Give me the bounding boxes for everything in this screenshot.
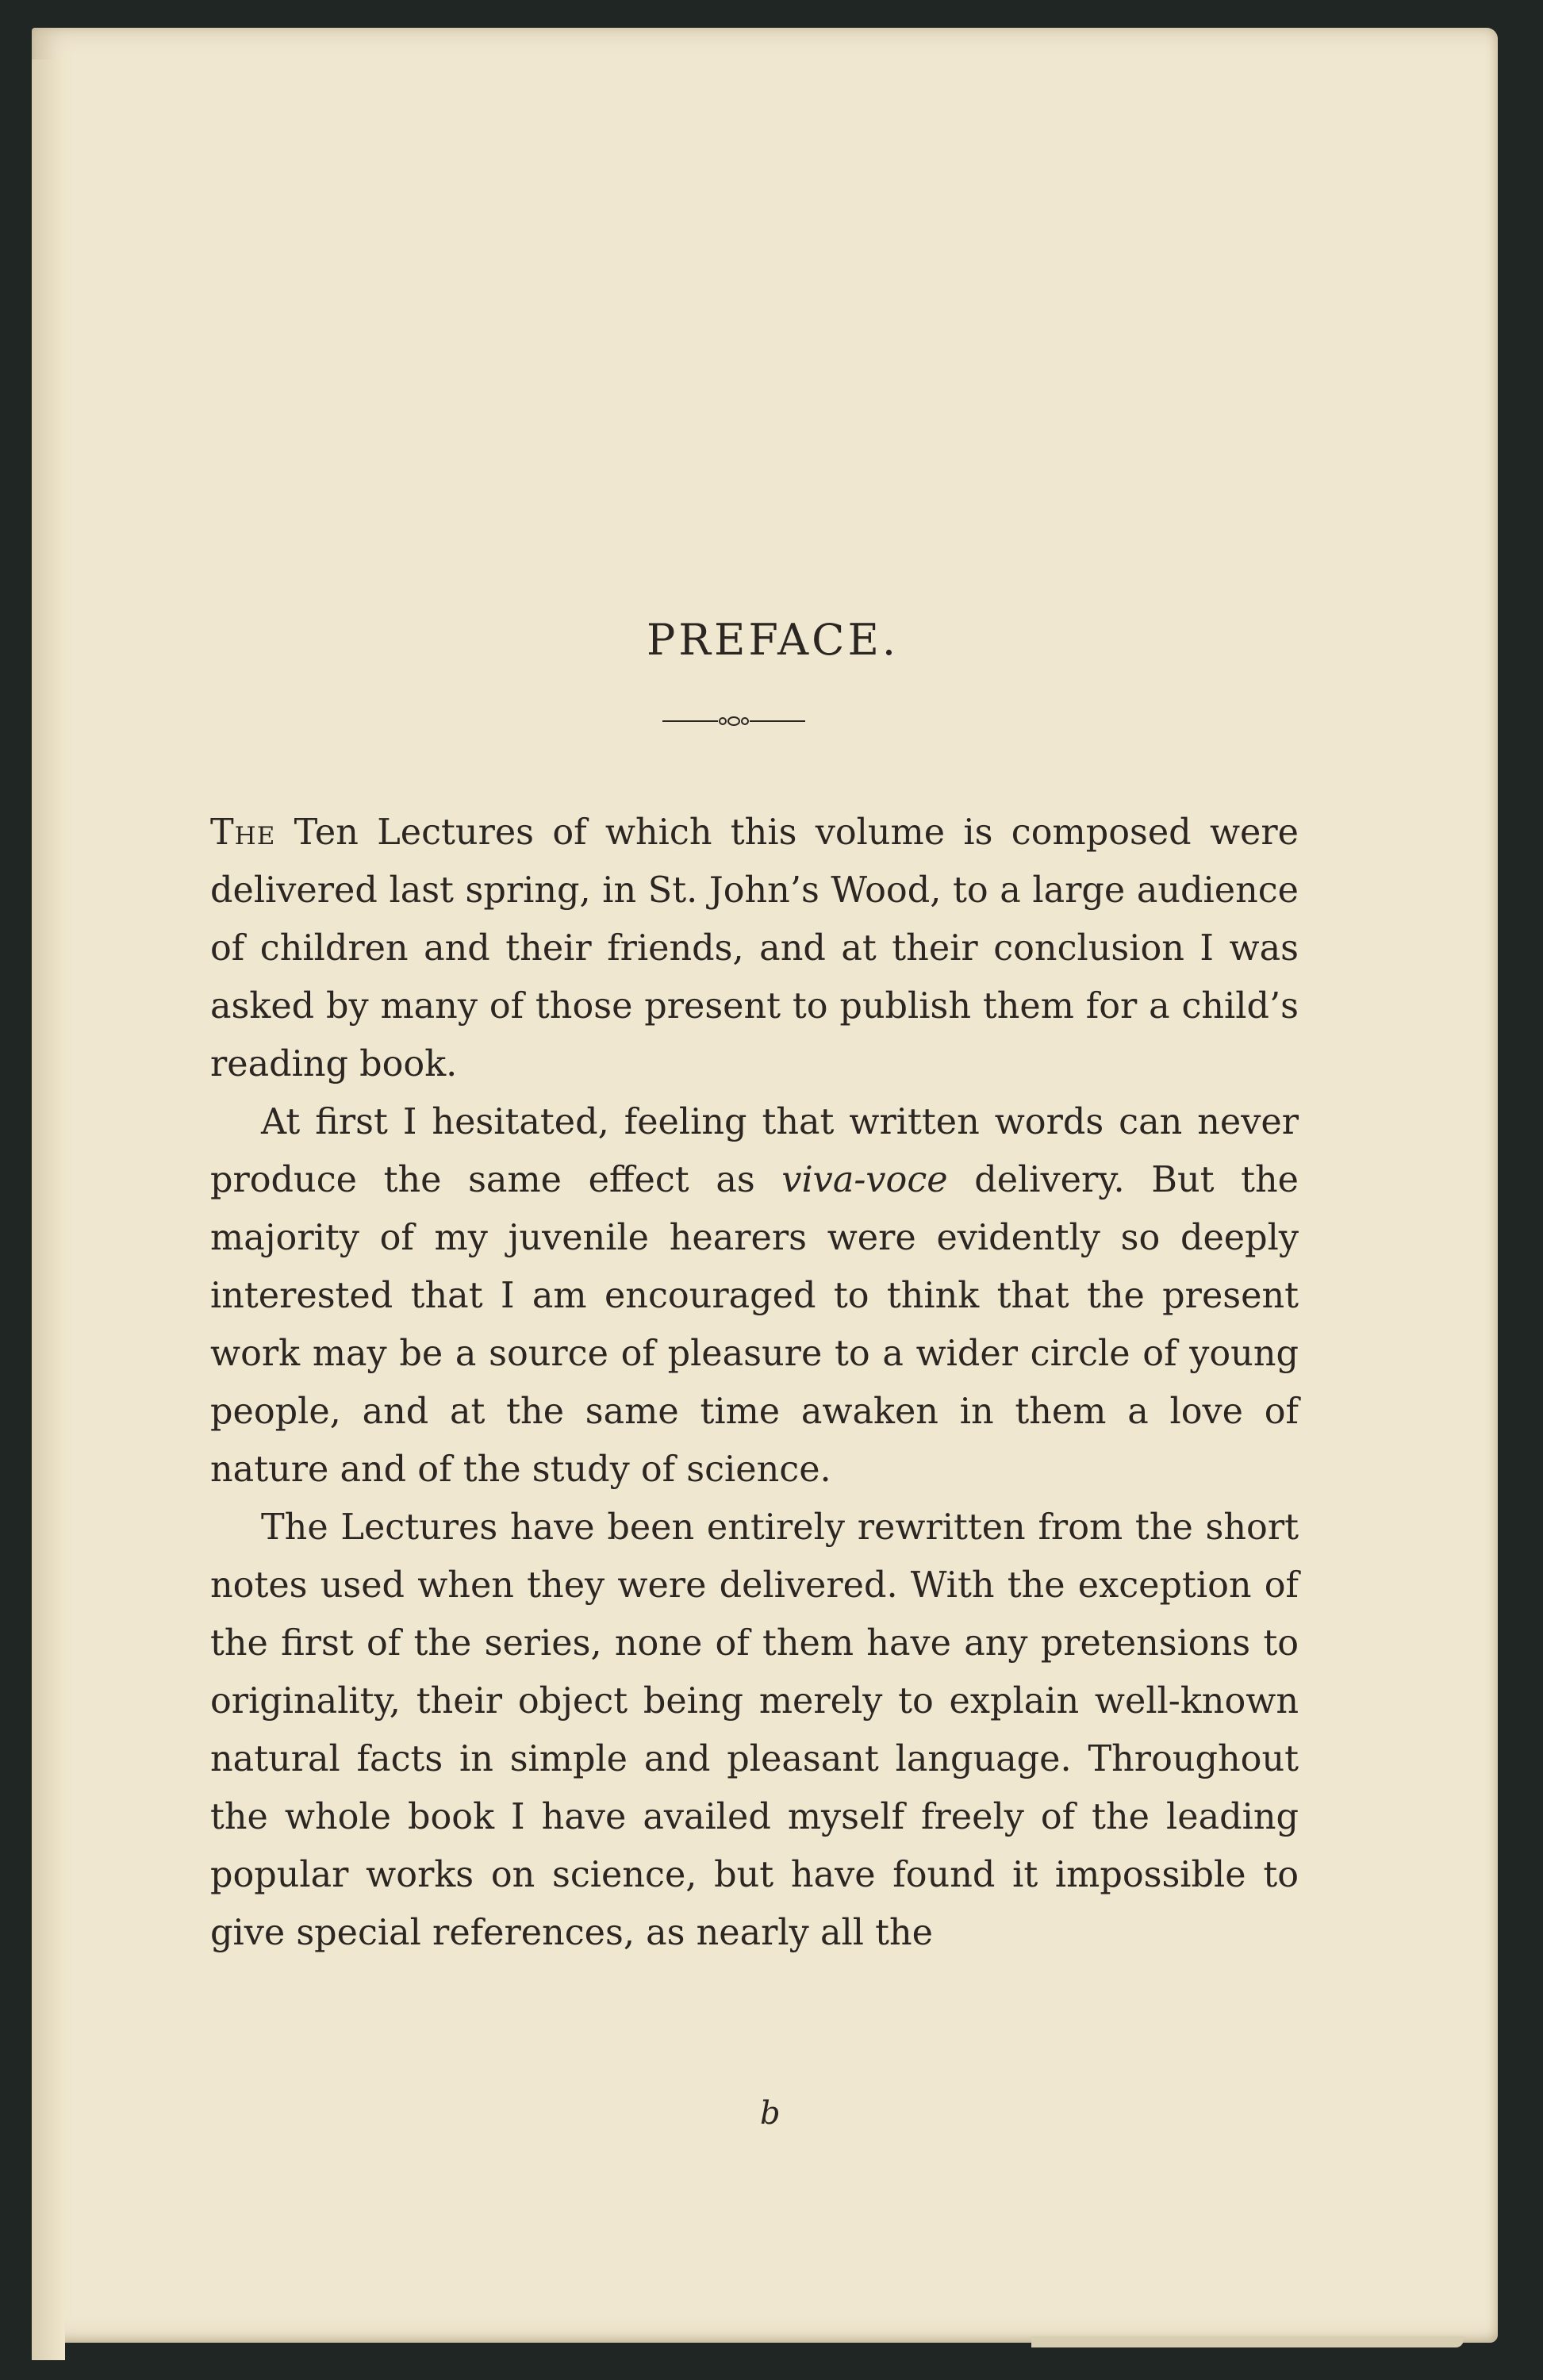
paragraph-2-before: At first I hesitated, feeling that written words can never produce the same effect as <box>210 1102 1299 1200</box>
page-gutter <box>32 60 65 2360</box>
paragraph-1 <box>210 804 1299 1093</box>
page-bottom-edge <box>1031 2336 1464 2347</box>
paragraph-1-lead: The <box>210 812 276 853</box>
paragraph-2-after: delivery. But the majority of my juvenile hearers were evidently so deeply interested that I am encouraged to think that the present work may be a source of pleasure to a wider circle of young people, and at the same time awaken in them a love of nature and of the study of science. <box>210 1160 1299 1490</box>
paragraph-2 <box>210 1093 1299 1499</box>
page-title: PREFACE. <box>646 615 900 665</box>
signature-mark: b <box>760 2095 781 2132</box>
book-page <box>32 28 1498 2343</box>
paragraph-1-text: Ten Lectures of which this volume is composed were delivered last spring, in St. John’s Wood, to a large audience of children and their friends, and at their conclusion I was asked by many of those present to publish them for a child’s reading book. <box>210 812 1299 1084</box>
paragraph-3-text: The Lectures have been entirely rewritten from the short notes used when they were delivered. With the exception of the first of the series, none of them have any pretensions to originality, their object being merely to explain well-known natural facts in simple and pleasant language. Throughout the whole book I have availed myself freely of the leading popular works on science, but have found it impossible to give special references, as nearly all the <box>210 1507 1299 1953</box>
paragraph-2-italic: viva-voce <box>781 1160 948 1200</box>
paragraph-3 <box>210 1499 1299 1962</box>
preface-body <box>210 804 1299 1962</box>
ornament-divider <box>662 712 805 731</box>
